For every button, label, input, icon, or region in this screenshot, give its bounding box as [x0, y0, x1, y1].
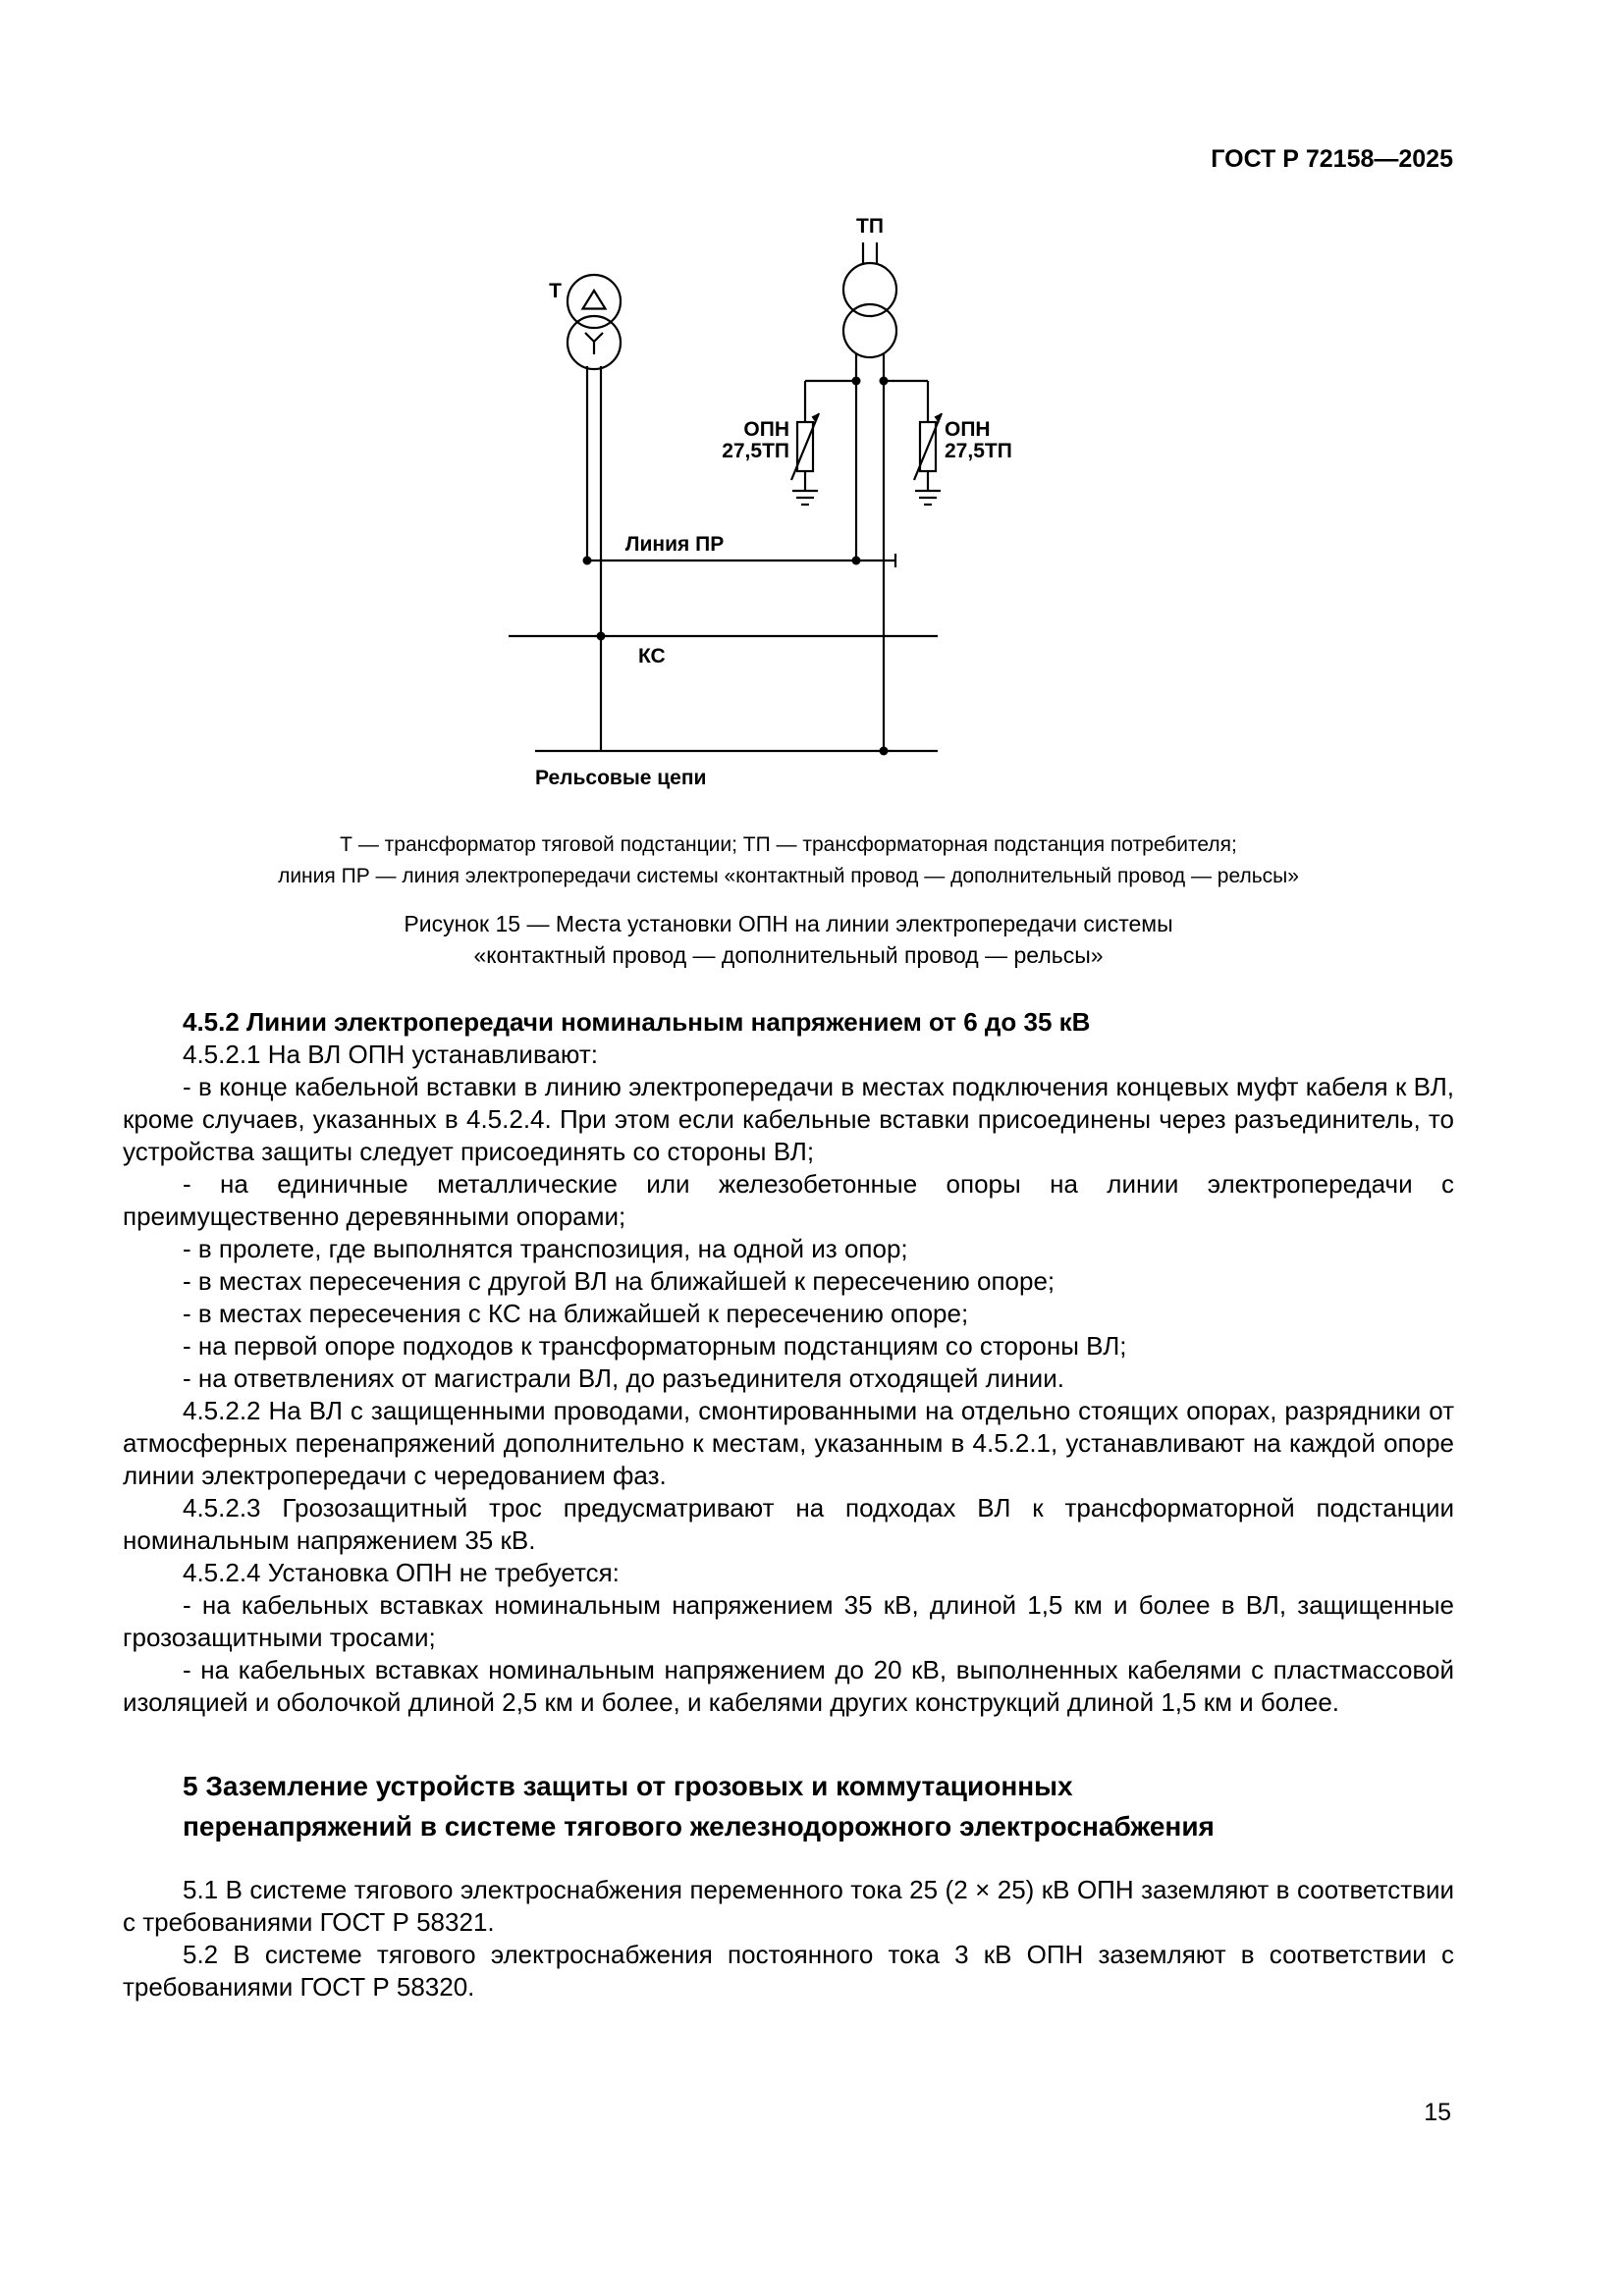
list-item: - в местах пересечения с другой ВЛ на ближайшей к пересечению опоре; — [183, 1266, 1056, 1296]
list-item: - в конце кабельной вставки в линию электропередачи в местах подключения концевых муфт кабеля к ВЛ, кроме случаев, указанных в 4.5.2.4. При этом если кабельные вставки присоединены через разъединитель, то устройства защиты следует присоединять со стороны ВЛ; — [123, 1072, 1454, 1166]
junction-dot — [880, 377, 889, 386]
figure-title-line1: Рисунок 15 — Места установки ОПН на линии электропередачи системы — [404, 911, 1173, 936]
page-content — [123, 0, 1454, 2003]
transformer-tp-symbol — [843, 242, 896, 357]
paragraph-4-5-2-3: 4.5.2.3 Грозозащитный трос предусматривают на подходах ВЛ к трансформаторной подстанции номинальным напряжением 35 кВ. — [123, 1493, 1454, 1555]
junction-dots — [583, 377, 889, 756]
section-5-heading — [123, 1766, 1454, 1846]
figure-15-diagram — [481, 211, 1031, 800]
section-4-5-2 — [123, 1006, 1454, 1719]
opn-left-label-line1: ОПН — [743, 418, 789, 441]
section-5-heading-line1: 5 Заземление устройств защиты от грозовых и коммутационных — [183, 1771, 1073, 1801]
circuit-diagram — [481, 211, 1031, 800]
arrester-left-symbol — [791, 413, 819, 491]
tp-label: ТП — [856, 215, 884, 238]
figure-legend-line1: Т — трансформатор тяговой подстанции; ТП — трансформаторная подстанция потребителя; — [340, 833, 1237, 856]
heading-4-5-2: 4.5.2 Линии электропередачи номинальным напряжением от 6 до 35 кВ — [183, 1007, 1091, 1037]
section-5-heading-line2: перенапряжений в системе тягового железнодорожного электроснабжения — [183, 1811, 1215, 1842]
junction-dot — [852, 377, 861, 386]
arrester-left-arrow — [791, 413, 819, 480]
document-code: ГОСТ Р 72158—2025 — [1211, 145, 1453, 173]
arrester-right-arrow — [914, 413, 942, 480]
list-item: - на единичные металлические или железобетонные опоры на линии электропередачи с преимущественно деревянными опорами; — [123, 1169, 1454, 1231]
list-item: - в местах пересечения с КС на ближайшей к пересечению опоре; — [183, 1299, 969, 1328]
list-item: - на кабельных вставках номинальным напряжением до 20 кВ, выполненных кабелями с пластмассовой изоляцией и оболочкой длиной 2,5 км и более, и кабелями других конструкций длиной 1,5 км и более. — [123, 1655, 1454, 1717]
figure-legend-line2: линия ПР — линия электропередачи системы «контактный провод — дополнительный провод — рельсы» — [278, 865, 1299, 887]
arrester-right-symbol — [914, 413, 942, 491]
delta-winding-icon — [583, 291, 606, 309]
junction-dot — [583, 557, 592, 565]
paragraph-5-2: 5.2 В системе тягового электроснабжения постоянного тока 3 кВ ОПН заземляют в соответствии с требованиями ГОСТ Р 58320. — [123, 1940, 1454, 2002]
tp-winding-bottom — [843, 304, 896, 357]
opn-right-label-line1: ОПН — [945, 418, 991, 441]
figure-title — [123, 908, 1454, 971]
paragraph-5-1: 5.1 В системе тягового электроснабжения переменного тока 25 (2 × 25) кВ ОПН заземляют в соответствии с требованиями ГОСТ Р 58321. — [123, 1875, 1454, 1937]
tp-winding-top — [843, 263, 896, 316]
star-winding-icon — [585, 333, 603, 354]
list-item: - на первой опоре подходов к трансформаторным подстанциям со стороны ВЛ; — [183, 1331, 1127, 1361]
page-number: 15 — [1424, 2099, 1451, 2126]
junction-dot — [880, 747, 889, 756]
section-5-body — [123, 1874, 1454, 2003]
paragraph-4-5-2-2: 4.5.2.2 На ВЛ с защищенными проводами, смонтированными на отдельно стоящих опорах, разрядники от атмосферных перенапряжений дополнительно к местам, указанным в 4.5.2.1, устанавливают на каждой опоре линии электропередачи с чередованием фаз. — [123, 1396, 1454, 1490]
t-label: Т — [549, 280, 562, 302]
paragraph-4-5-2-4: 4.5.2.4 Установка ОПН не требуется: — [183, 1558, 620, 1587]
ground-symbol-left — [792, 491, 818, 505]
figure-legend — [123, 829, 1454, 892]
transformer-t-symbol — [568, 275, 621, 369]
paragraph-4-5-2-1: 4.5.2.1 На ВЛ ОПН устанавливают: — [183, 1040, 598, 1069]
opn-right-label-line2: 27,5ТП — [945, 440, 1012, 462]
ground-symbol-right — [915, 491, 941, 505]
t-winding-top — [568, 275, 621, 328]
junction-dot — [597, 632, 606, 641]
opn-left-label-line2: 27,5ТП — [722, 440, 789, 462]
ks-label: КС — [638, 645, 666, 667]
junction-dot — [852, 557, 861, 565]
line-pr-label: Линия ПР — [624, 533, 725, 556]
list-item: - на кабельных вставках номинальным напряжением 35 кВ, длиной 1,5 км и более в ВЛ, защищенные грозозащитными тросами; — [123, 1590, 1454, 1652]
list-item: - в пролете, где выполнятся транспозиция, на одной из опор; — [183, 1234, 908, 1263]
rails-label: Рельсовые цепи — [535, 767, 707, 789]
figure-title-line2: «контактный провод — дополнительный провод — рельсы» — [473, 942, 1104, 968]
list-item: - на ответвлениях от магистрали ВЛ, до разъединителя отходящей линии. — [183, 1363, 1064, 1393]
